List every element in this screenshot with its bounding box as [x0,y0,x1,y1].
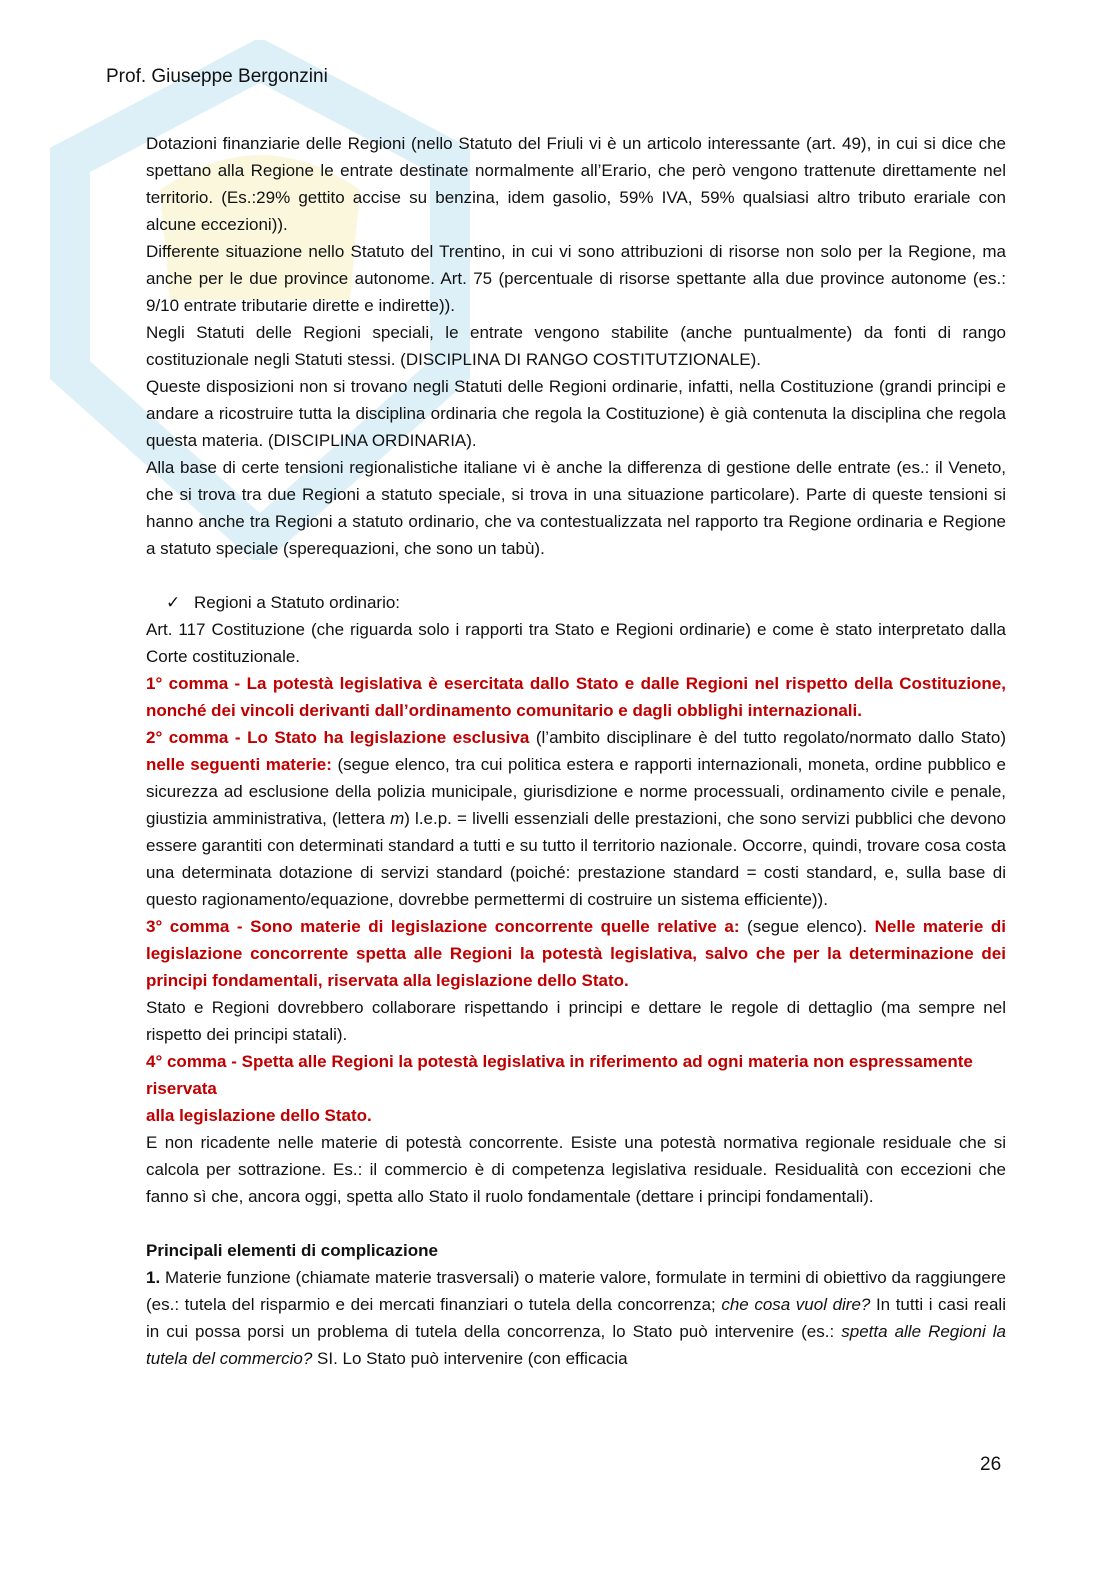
comma-3: 3° comma - Sono materie di legislazione concorrente quelle relative a: (segue elenco). Nelle materie di legislazione concorrente spetta alle Regioni la potestà legislativa, salvo che per la determinazione dei principi fondamentali, riservata alla legislazione dello Stato. [146,917,1006,990]
paragraph-trentino: Differente situazione nello Statuto del Trentino, in cui vi sono attribuzioni di risorse non solo per la Regione, ma anche per le due province autonome. Art. 75 (percentuale di risorse spettante alla due province autonome (es.: 9/10 entrate tributarie dirette e indirette)). [146,242,1006,315]
paragraph-residuale: E non ricadente nelle materie di potestà concorrente. Esiste una potestà normativa regionale residuale che si calcola per sottrazione. Es.: il commercio è di competenza legislativa residuale. Residualità con eccezioni che fanno sì che, ancora oggi, spetta allo Stato il ruolo fondamentale (dettare i principi fondamentali). [146,1133,1006,1206]
comma-2: 2° comma - Lo Stato ha legislazione esclusiva (l’ambito disciplinare è del tutto regolato/normato dallo Stato) nelle seguenti materie: (segue elenco, tra cui politica estera e rapporti internazionali, moneta, ordine pubblico e sicurezza ad esclusione della polizia municipale, giurisdizione e norme processuali, ordinamento civile e penale, giustizia amministrativa, (lettera m) l.e.p. = livelli essenziali delle prestazioni, che sono servizi pubblici che devono essere garantiti con determinati standard a tutti e su tutto il territorio nazionale. Occorre, quindi, trovare cosa costa una determinata dotazione di servizi standard (poiché: prestazione standard = costi standard, e, sulla base di questo ragionamento/equazione, dovrebbe permettermi di costruire un sistema efficiente)). [146,728,1007,909]
comma-1: 1° comma - La potestà legislativa è esercitata dallo Stato e dalle Regioni nel rispetto della Costituzione, nonché dei vincoli derivanti dall’ordinamento comunitario e dagli obblighi internazionali. [146,674,1006,720]
paragraph-tensioni: Alla base di certe tensioni regionalistiche italiane vi è anche la differenza di gestione delle entrate (es.: il Veneto, che si trova tra due Regioni a statuto speciale, si trova in una situazione particolare). Parte di queste tensioni si hanno anche tra Regioni a statuto ordinario, che va contestualizzata nel rapporto tra Regione ordinaria e Regione a statuto speciale (sperequazioni, che sono un tabù). [146,458,1006,558]
author-header: Prof. Giuseppe Bergonzini [106,66,328,87]
checkmark-icon: ✓ [166,593,181,612]
paragraph-collaborazione: Stato e Regioni dovrebbero collaborare rispettando i principi e dettare le regole di dettaglio (ma sempre nel rispetto dei principi statali). [146,998,1006,1044]
page-number: 26 [980,1454,1002,1475]
checklist-item [166,589,1006,616]
paragraph-art117: Art. 117 Costituzione (che riguarda solo i rapporti tra Stato e Regioni ordinarie) e come è stato interpretato dalla Corte costituzionale. [146,620,1006,666]
paragraph-statuti-ordinarie: Queste disposizioni non si trovano negli Statuti delle Regioni ordinarie, infatti, nella Costituzione (grandi principi e andare a ricostruire tutta la disciplina ordinaria che regola la Costituzione) è già contenuta la disciplina che regola questa materia. (DISCIPLINA ORDINARIA). [146,377,1006,450]
section-heading-complicazione: Principali elementi di complicazione [146,1241,438,1260]
comma-4: 4° comma - Spetta alle Regioni la potestà legislativa in riferimento ad ogni materia non espressamente riservata alla legislazione dello Stato. [146,1052,973,1125]
checklist-label: Regioni a Statuto ordinario: [194,593,401,612]
paragraph-dotazioni: Dotazioni finanziarie delle Regioni (nello Statuto del Friuli vi è un articolo interessante (art. 49), in cui si dice che spettano alla Regione le entrate destinate normalmente all’Erario, che però vengono trattenute direttamente nel territorio. (Es.:29% gettito accise su benzina, idem gasolio, 59% IVA, 59% qualsiasi altro tributo erariale con alcune eccezioni)). [146,134,1006,234]
paragraph-statuti-speciali: Negli Statuti delle Regioni speciali, le entrate vengono stabilite (anche puntualmente) da fonti di rango costituzionale negli Statuti stessi. (DISCIPLINA DI RANGO COSTITUTZIONALE). [146,323,1006,369]
paragraph-element-1: 1. Materie funzione (chiamate materie trasversali) o materie valore, formulate in termini di obiettivo da raggiungere (es.: tutela del risparmio e dei mercati finanziari o tutela della concorrenza; che cosa vuol dire? In tutti i casi reali in cui possa porsi un problema di tutela della concorrenza, lo Stato può intervenire (es.: spetta alle Regioni la tutela del commercio? SI. Lo Stato può intervenire (con efficacia [146,1268,1006,1368]
document-body [146,130,1006,1372]
